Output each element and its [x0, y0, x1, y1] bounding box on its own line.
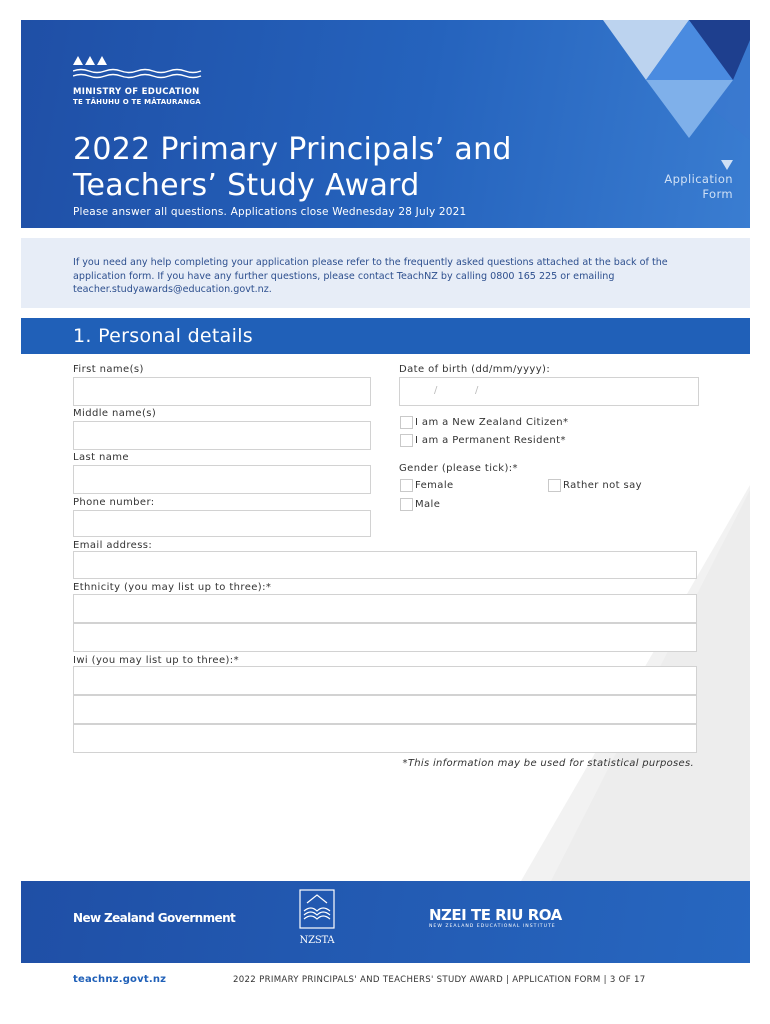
side-label-line-1: Application	[664, 172, 733, 186]
footer-page-info: 2022 PRIMARY PRINCIPALS' AND TEACHERS' STUDY AWARD | APPLICATION FORM | 3 OF 17	[233, 975, 646, 985]
nzsta-book-icon	[299, 889, 335, 929]
resident-checkbox[interactable]	[400, 434, 413, 447]
dob-label: Date of birth (dd/mm/yyyy):	[399, 364, 551, 375]
email-input[interactable]	[73, 551, 697, 579]
iwi-input-1[interactable]	[73, 666, 697, 695]
title-line-2: Teachers’ Study Award	[73, 168, 420, 203]
nzei-sub-text: NEW ZEALAND EDUCATIONAL INSTITUTE	[429, 924, 556, 929]
logo-text-primary: MINISTRY OF EDUCATION	[73, 87, 200, 97]
female-label: Female	[415, 480, 454, 491]
ethnicity-label: Ethnicity (you may list up to three):*	[73, 582, 272, 593]
nz-government-logo: New Zealand Government	[73, 911, 236, 925]
footer-banner	[21, 881, 750, 963]
application-page	[21, 20, 750, 1004]
iwi-label: Iwi (you may list up to three):*	[73, 655, 239, 666]
gender-label: Gender (please tick):*	[399, 463, 518, 474]
middle-name-label: Middle name(s)	[73, 408, 157, 419]
citizen-checkbox[interactable]	[400, 416, 413, 429]
first-name-input[interactable]	[73, 377, 371, 406]
ethnicity-input-1[interactable]	[73, 594, 697, 623]
last-name-label: Last name	[73, 452, 129, 463]
last-name-input[interactable]	[73, 465, 371, 494]
logo-text-secondary: TE TĀHUHU O TE MĀTAURANGA	[73, 98, 201, 106]
phone-input[interactable]	[73, 510, 371, 537]
nzei-main-text: NZEI TE RIU ROA	[429, 906, 562, 924]
section-title: 1. Personal details	[73, 325, 253, 347]
middle-name-input[interactable]	[73, 421, 371, 450]
first-name-label: First name(s)	[73, 364, 144, 375]
female-checkbox[interactable]	[400, 479, 413, 492]
help-info-text: If you need any help completing your application please refer to the frequently asked questions attached at the back of the application form. If you have any further questions, please contact TeachNZ by calling 0800 165 225 or emailing teacher.studyawards@education.govt.nz.	[73, 257, 668, 295]
dob-separator-1: /	[434, 385, 438, 396]
phone-label: Phone number:	[73, 497, 155, 508]
rather-not-say-checkbox[interactable]	[548, 479, 561, 492]
email-label: Email address:	[73, 540, 153, 551]
citizen-label: I am a New Zealand Citizen*	[415, 417, 569, 428]
nzsta-logo	[297, 889, 337, 946]
statistical-note: *This information may be used for statistical purposes.	[402, 758, 694, 769]
teachnz-link[interactable]: teachnz.govt.nz	[73, 974, 167, 985]
nzsta-text: NZSTA	[299, 935, 335, 946]
iwi-input-2[interactable]	[73, 695, 697, 724]
ethnicity-input-2[interactable]	[73, 623, 697, 652]
nzei-logo	[429, 906, 562, 929]
dob-separator-2: /	[475, 385, 479, 396]
page-subtitle: Please answer all questions. Applications close Wednesday 28 July 2021	[73, 206, 467, 218]
resident-label: I am a Permanent Resident*	[415, 435, 566, 446]
male-label: Male	[415, 499, 441, 510]
side-label-line-2: Form	[702, 187, 733, 201]
rather-not-say-label: Rather not say	[563, 480, 642, 491]
iwi-input-3[interactable]	[73, 724, 697, 753]
title-line-1: 2022 Primary Principals’ and	[73, 132, 512, 167]
male-checkbox[interactable]	[400, 498, 413, 511]
dob-input[interactable]	[399, 377, 699, 406]
